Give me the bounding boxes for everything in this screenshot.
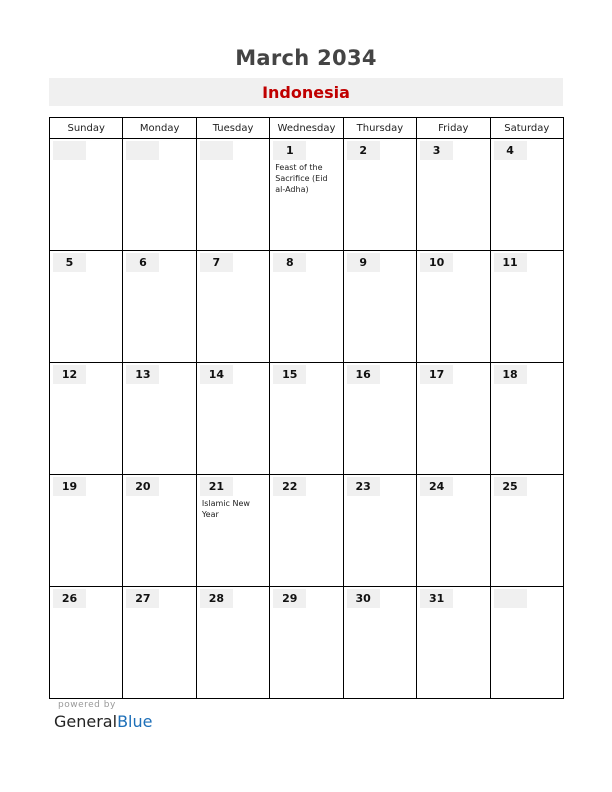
day-number-box [200, 253, 233, 272]
day-cell[interactable] [343, 587, 416, 699]
day-number: 20 [135, 480, 151, 493]
day-number-box [53, 253, 86, 272]
day-number: 4 [506, 144, 514, 157]
day-number-box [53, 365, 86, 384]
weekday-header: Thursday [343, 118, 416, 139]
day-number-box [494, 253, 527, 272]
day-number-box [494, 141, 527, 160]
day-number: 6 [139, 256, 147, 269]
day-cell[interactable] [196, 251, 269, 363]
day-cell[interactable] [343, 251, 416, 363]
weekday-header: Wednesday [270, 118, 343, 139]
day-number-box [494, 365, 527, 384]
day-number-box [420, 477, 453, 496]
day-number: 30 [355, 592, 371, 605]
holiday-event: Feast of the Sacrifice (Eid al-Adha) [275, 163, 328, 194]
day-number: 15 [282, 368, 298, 381]
day-number-box [126, 141, 159, 160]
day-number: 5 [65, 256, 74, 269]
weekday-header: Friday [417, 118, 490, 139]
day-number: 21 [208, 480, 224, 493]
day-number: 9 [359, 256, 368, 269]
day-number: 25 [502, 480, 518, 493]
weekday-header: Sunday [50, 118, 123, 139]
day-number: 24 [428, 480, 445, 493]
day-cell[interactable] [343, 139, 416, 251]
generalblue-logo[interactable] [54, 712, 152, 731]
country-banner [49, 78, 563, 106]
week-row [50, 139, 564, 251]
day-cell[interactable] [490, 251, 563, 363]
day-number-box [273, 365, 306, 384]
weekday-header: Monday [123, 118, 196, 139]
day-cell[interactable] [343, 475, 416, 587]
day-cell[interactable] [417, 587, 490, 699]
day-number-box [200, 589, 233, 608]
day-number-box [273, 589, 306, 608]
day-cell[interactable] [270, 139, 343, 251]
day-cell[interactable] [196, 587, 269, 699]
day-number-box [273, 141, 306, 160]
day-cell[interactable] [196, 139, 269, 251]
weekday-header: Tuesday [196, 118, 269, 139]
country-name: Indonesia [262, 83, 350, 102]
day-number-box [347, 253, 380, 272]
day-number-box [200, 365, 233, 384]
day-number-box [200, 477, 233, 496]
day-cell[interactable] [490, 139, 563, 251]
day-number-box [53, 477, 86, 496]
day-cell[interactable] [417, 251, 490, 363]
day-number: 13 [135, 368, 151, 381]
day-cell[interactable] [417, 363, 490, 475]
day-cell[interactable] [490, 475, 563, 587]
day-number-box [347, 141, 380, 160]
week-row [50, 475, 564, 587]
day-number: 10 [428, 256, 445, 269]
calendar-title: March 2034 [235, 46, 377, 70]
day-number: 7 [212, 256, 221, 269]
day-number-box [273, 477, 306, 496]
day-number: 17 [428, 368, 445, 381]
day-number: 31 [428, 592, 445, 605]
day-cell[interactable] [490, 587, 563, 699]
day-number-box [420, 253, 453, 272]
day-cell[interactable] [123, 251, 196, 363]
day-number: 14 [208, 368, 224, 381]
day-number: 11 [502, 256, 518, 269]
day-number-box [273, 253, 306, 272]
day-cell[interactable] [490, 363, 563, 475]
calendar-grid [49, 117, 564, 699]
weekday-header: Saturday [490, 118, 563, 139]
day-number-box [126, 365, 159, 384]
week-row [50, 363, 564, 475]
day-number: 12 [61, 368, 78, 381]
day-cell[interactable] [270, 587, 343, 699]
day-number: 29 [282, 592, 298, 605]
day-number-box [126, 477, 159, 496]
day-cell[interactable] [50, 587, 123, 699]
day-number-box [347, 365, 380, 384]
day-number: 28 [208, 592, 224, 605]
day-number-box [53, 589, 86, 608]
day-cell[interactable] [343, 363, 416, 475]
day-number: 26 [61, 592, 78, 605]
day-number: 3 [432, 144, 441, 157]
day-cell[interactable] [417, 475, 490, 587]
day-cell[interactable] [50, 139, 123, 251]
day-cell[interactable] [50, 475, 123, 587]
day-number-box [420, 589, 453, 608]
day-cell[interactable] [417, 139, 490, 251]
powered-by-label: powered by [58, 700, 116, 710]
day-cell[interactable] [196, 363, 269, 475]
day-number-box [420, 365, 453, 384]
day-number: 8 [285, 256, 294, 269]
weekday-header-row [50, 118, 564, 139]
day-cell[interactable] [123, 475, 196, 587]
day-cell[interactable] [270, 251, 343, 363]
day-number-box [53, 141, 86, 160]
day-cell[interactable] [123, 139, 196, 251]
day-cell[interactable] [50, 251, 123, 363]
week-row [50, 251, 564, 363]
day-number-box [494, 477, 527, 496]
day-number: 1 [285, 144, 294, 157]
day-number: 22 [282, 480, 298, 493]
day-number: 18 [502, 368, 518, 381]
day-cell[interactable] [270, 363, 343, 475]
day-number-box [420, 141, 453, 160]
brand-general-text: General [54, 712, 118, 731]
holiday-event: Islamic New Year [201, 499, 250, 519]
day-number-box [126, 589, 159, 608]
day-cell[interactable] [50, 363, 123, 475]
day-number-box [200, 141, 233, 160]
day-number: 27 [135, 592, 151, 605]
day-number-box [347, 477, 380, 496]
day-number-box [494, 589, 527, 608]
week-row [50, 587, 564, 699]
brand-blue-text: Blue [117, 712, 153, 731]
day-number: 23 [355, 480, 371, 493]
day-cell[interactable] [123, 363, 196, 475]
day-cell[interactable] [270, 475, 343, 587]
day-number: 16 [355, 368, 371, 381]
day-number-box [126, 253, 159, 272]
day-number: 19 [61, 480, 78, 493]
day-number: 2 [359, 144, 368, 157]
day-number-box [347, 589, 380, 608]
day-cell[interactable] [196, 475, 269, 587]
day-cell[interactable] [123, 587, 196, 699]
